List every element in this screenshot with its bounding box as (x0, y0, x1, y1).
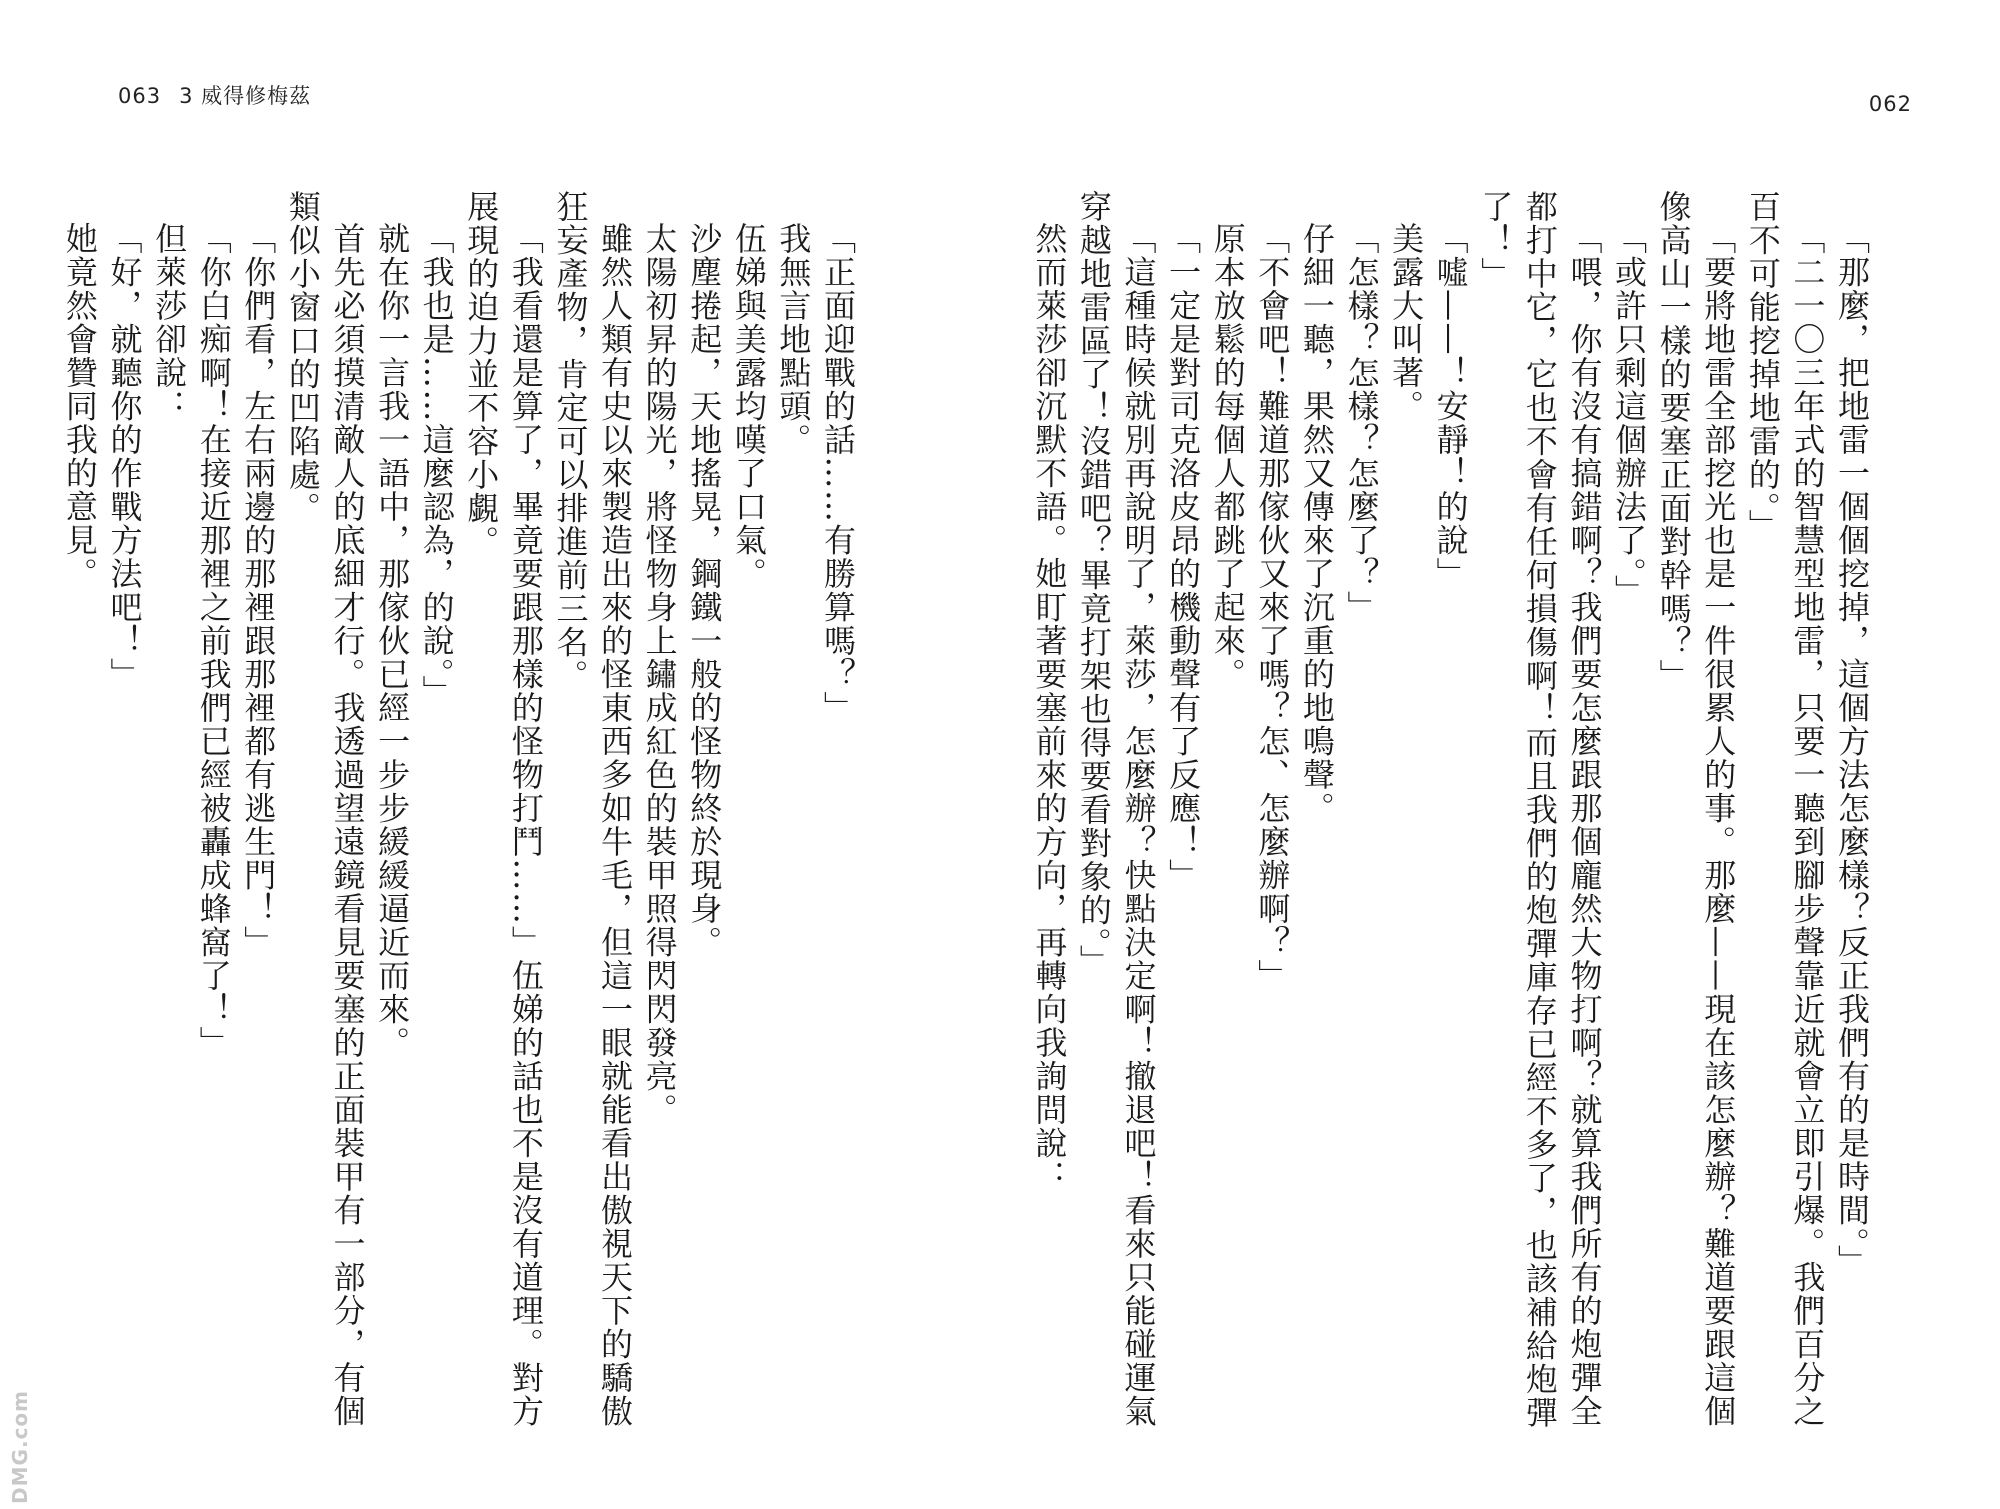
right-page-text (1027, 190, 1874, 1460)
left-page-header (118, 80, 311, 110)
paragraph: 仔細一聽，果然又傳來了沉重的地鳴聲。 (1297, 222, 1336, 825)
paragraph: 「要將地雷全部挖光也是一件很累人的事。那麼——現在該怎麼辦？難道要跟這個像高山一樣的要塞正面對幹嗎？」 (1654, 190, 1738, 1428)
paragraph: 美露大叫著。 (1387, 222, 1426, 423)
paragraph: 「你們看，左右兩邊的那裡跟那裡都有逃生門！」 (239, 222, 278, 959)
paragraph: 然而萊莎卻沉默不語。她盯著要塞前來的方向，再轉向我詢問說： (1030, 222, 1069, 1194)
paragraph: 「怎樣？怎樣？怎麼了？」 (1342, 222, 1381, 624)
paragraph: 沙塵捲起，天地搖晃，鋼鐵一般的怪物終於現身。 (685, 222, 724, 959)
left-page-text (57, 190, 860, 1460)
left-page-number: 063 (118, 84, 162, 108)
site-watermark: DMG.com (8, 1390, 32, 1504)
paragraph: 太陽初昇的陽光，將怪物身上鏽成紅色的裝甲照得閃閃發亮。 (640, 222, 679, 1127)
paragraph: 「好，就聽你的作戰方法吧！」 (105, 222, 144, 691)
paragraph: 首先必須摸清敵人的底細才行。我透過望遠鏡看見要塞的正面裝甲有一部分，有個類似小窗口的凹陷處。 (283, 190, 367, 1428)
right-page-number: 062 (1868, 92, 1912, 116)
paragraph: 「不會吧！難道那傢伙又來了嗎？怎、怎麼辦啊？」 (1253, 222, 1292, 993)
paragraph: 我無言地點頭。 (774, 222, 813, 457)
paragraph: 「二一〇三年式的智慧型地雷，只要一聽到腳步聲靠近就會立即引爆。我們百分之百不可能挖掉地雷的。」 (1743, 190, 1827, 1428)
paragraph: 原本放鬆的每個人都跳了起來。 (1208, 222, 1247, 691)
paragraph: 「喂，你有沒有搞錯啊？我們要怎麼跟那個龐然大物打啊？就算我們所有的炮彈全都打中它，它也不會有任何損傷啊！而且我們的炮彈庫存已經不多了，也該補給炮彈了！」 (1476, 190, 1604, 1430)
paragraph: 伍娣與美露均嘆了口氣。 (729, 222, 768, 591)
right-page-header (1869, 92, 1912, 116)
paragraph: 「這種時候就別再說明了，萊莎，怎麼辦？快點決定啊！撤退吧！看來只能碰運氣穿越地雷區了！沒錯吧？畢竟打架也得要看對象的。」 (1074, 190, 1158, 1428)
paragraph: 「你白痴啊！在接近那裡之前我們已經被轟成蜂窩了！」 (194, 222, 233, 1060)
paragraph: 「或許只剩這個辦法了。」 (1610, 222, 1649, 608)
paragraph: 「噓——！安靜！的說」 (1431, 222, 1470, 591)
paragraph: 「一定是對司克洛皮昂的機動聲有了反應！」 (1164, 222, 1203, 892)
paragraph: 她竟然會贊同我的意見。 (60, 222, 99, 591)
paragraph: 就在你一言我一語中，那傢伙已經一步步緩緩逼近而來。 (373, 222, 412, 1060)
paragraph: 「那麼，把地雷一個個挖掉，這個方法怎麼樣？反正我們有的是時間。」 (1833, 222, 1871, 1278)
paragraph: 「我看還是算了，畢竟要跟那樣的怪物打鬥……」伍娣的話也不是沒有道理。對方展現的迫力並不容小覷。 (462, 190, 545, 1428)
paragraph: 「我也是……這麼認為，的說。」 (417, 222, 456, 709)
chapter-title: 3 威得修梅茲 (179, 84, 312, 108)
paragraph: 「正面迎戰的話……有勝算嗎？」 (819, 222, 857, 725)
paragraph: 雖然人類有史以來製造出來的怪東西多如牛毛，但這一眼就能看出傲視天下的驕傲狂妄產物，肯定可以排進前三名。 (551, 190, 635, 1428)
paragraph: 但萊莎卻說： (150, 222, 189, 423)
